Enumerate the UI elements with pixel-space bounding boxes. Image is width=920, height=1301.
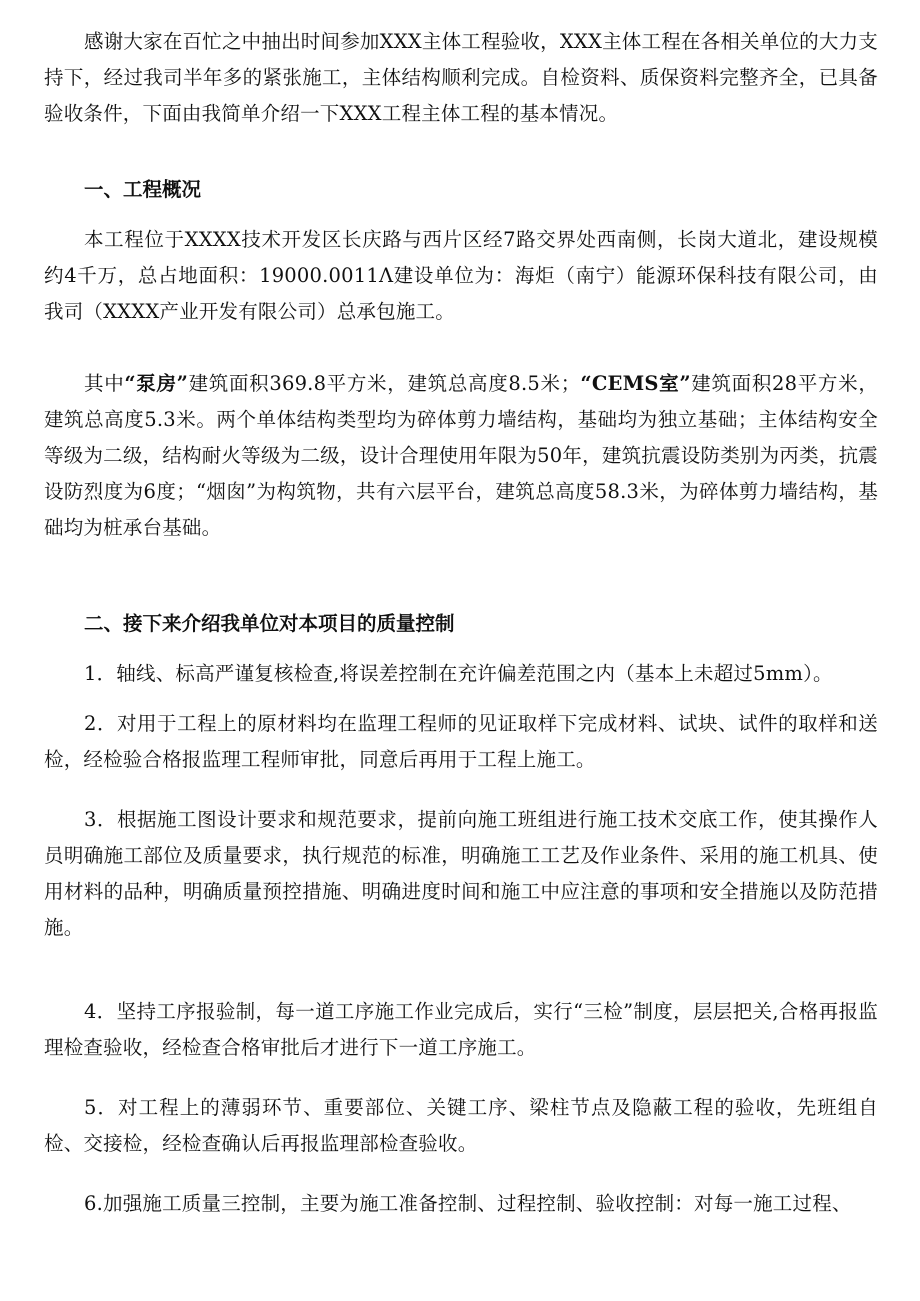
intro-paragraph: 感谢大家在百忙之中抽出时间参加XXX主体工程验收，XXX主体工程在各相关单位的大力支持下，经过我司半年多的紧张施工，主体结构顺利完成。自检资料、质保资料完整齐全，已具备验收条件，下面由我简单介绍一下XXX工程主体工程的基本情况。 (44, 30, 878, 125)
section-heading-quality: 二、接下来介绍我单位对本项目的质量控制 (84, 612, 455, 635)
detail-paragraph (44, 366, 878, 546)
overview-paragraph: 本工程位于XXXX技术开发区长庆路与西片区经7路交界处西南侧，长岗大道北，建设规模约4千万，总占地面积：19000.0011Λ建设单位为：海炬（南宁）能源环保科技有限公司，由我司（XXXX产业开发有限公司）总承包施工。 (44, 228, 878, 323)
cems-room-label: “CEMS室” (580, 372, 691, 395)
section-heading-overview: 一、工程概况 (84, 178, 202, 201)
quality-item: 1．轴线、标高严谨复核检查,将误差控制在充许偏差范围之内（基本上未超过5mm）。 (84, 662, 833, 685)
quality-item: 4．坚持工序报验制，每一道工序施工作业完成后，实行“三检”制度，层层把关,合格再报监理检查验收，经检查合格审批后才进行下一道工序施工。 (44, 1000, 878, 1059)
detail-prefix: 其中 (84, 372, 125, 395)
pump-room-label: “泵房” (124, 372, 189, 395)
detail-part2: 建筑面积28平方米，建筑总高度5.3米。两个单体结构类型均为碎体剪力墙结构，基础均为独立基础；主体结构安全等级为二级，结构耐火等级为二级，设计合理使用年限为50年，建筑抗震设防类别为丙类，抗震设防烈度为6度；“烟囱”为构筑物，共有六层平台，建筑总高度58.3米，为碎体剪力墙结构，基础均为桩承台基础。 (44, 372, 879, 539)
detail-part1: 建筑面积369.8平方米，建筑总高度8.5米； (188, 372, 581, 395)
quality-item: 5．对工程上的薄弱环节、重要部位、关键工序、梁柱节点及隐蔽工程的验收，先班组自检、交接检，经检查确认后再报监理部检查验收。 (44, 1096, 878, 1155)
quality-item: 2．对用于工程上的原材料均在监理工程师的见证取样下完成材料、试块、试件的取样和送检，经检验合格报监理工程师审批，同意后再用于工程上施工。 (44, 712, 878, 771)
quality-item: 6.加强施工质量三控制，主要为施工准备控制、过程控制、验收控制：对每一施工过程、 (84, 1192, 852, 1215)
quality-item: 3．根据施工图设计要求和规范要求，提前向施工班组进行施工技术交底工作，使其操作人员明确施工部位及质量要求，执行规范的标准，明确施工工艺及作业条件、采用的施工机具、使用材料的品种，明确质量预控措施、明确进度时间和施工中应注意的事项和安全措施以及防范措施。 (44, 808, 878, 939)
